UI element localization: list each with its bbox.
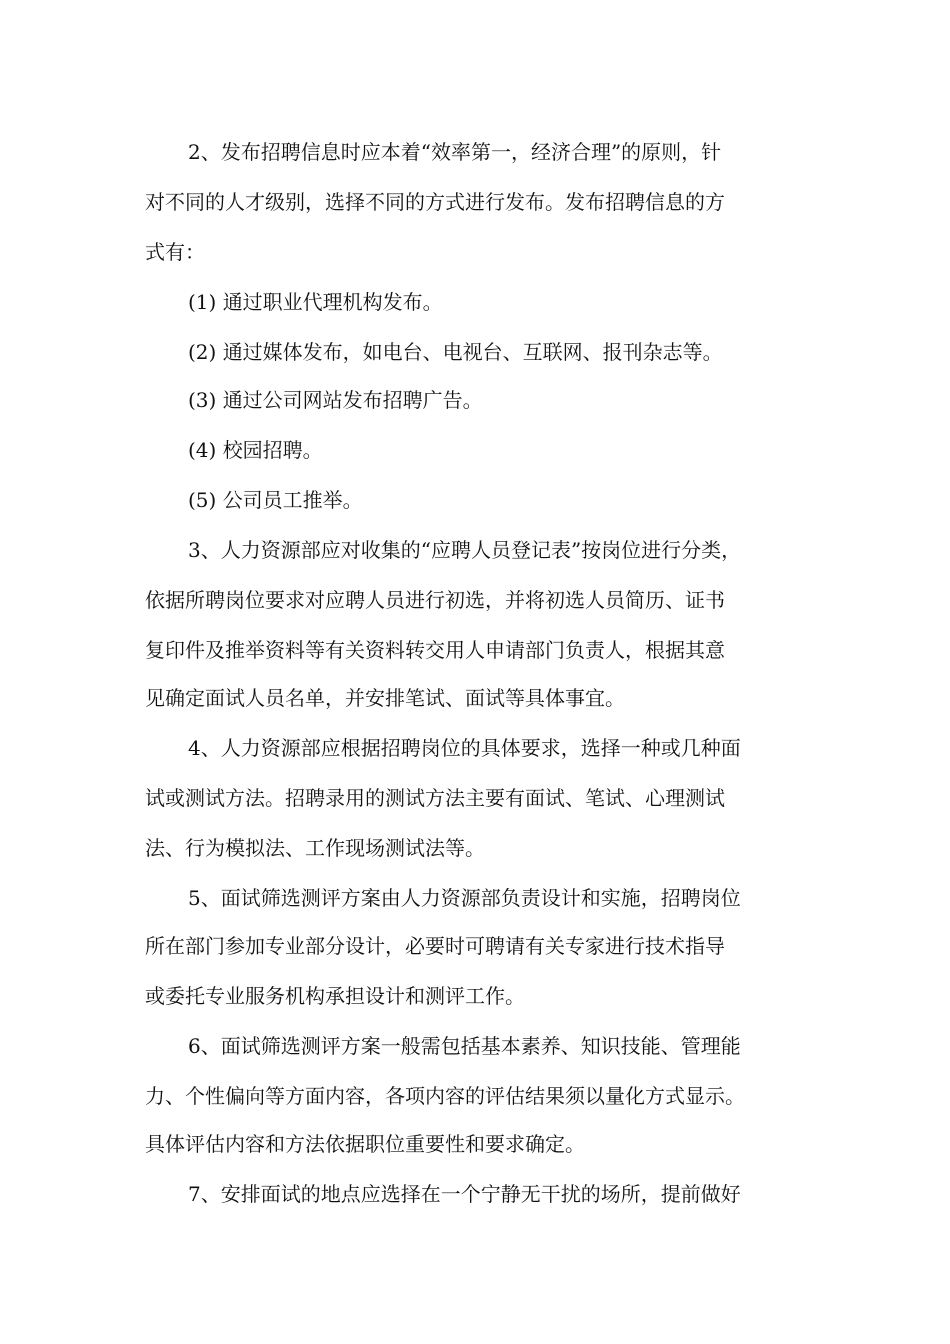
text-line: 对不同的人才级别，选择不同的方式进行发布。发布招聘信息的方 (145, 190, 725, 214)
list-item: (2) 通过媒体发布，如电台、电视台、互联网、报刊杂志等。 (188, 340, 723, 364)
text-line: 或委托专业服务机构承担设计和测评工作。 (145, 984, 525, 1008)
text-line: 力、个性偏向等方面内容，各项内容的评估结果须以量化方式显示。 (145, 1084, 745, 1108)
text-line: 式有： (145, 240, 205, 264)
text-line: 6、面试筛选测评方案一般需包括基本素养、知识技能、管理能 (188, 1034, 741, 1058)
text-line: 2、发布招聘信息时应本着“效率第一，经济合理”的原则，针 (188, 140, 722, 164)
text-line: 依据所聘岗位要求对应聘人员进行初选，并将初选人员简历、证书 (145, 588, 725, 612)
text-line: 复印件及推举资料等有关资料转交用人申请部门负责人，根据其意 (145, 638, 725, 662)
text-line: 具体评估内容和方法依据职位重要性和要求确定。 (145, 1132, 585, 1156)
text-line: 7、安排面试的地点应选择在一个宁静无干扰的场所，提前做好 (188, 1182, 741, 1206)
text-line: 3、人力资源部应对收集的“应聘人员登记表”按岗位进行分类， (188, 538, 742, 562)
text-line: 见确定面试人员名单，并安排笔试、面试等具体事宜。 (145, 686, 625, 710)
list-item: (3) 通过公司网站发布招聘广告。 (188, 388, 483, 412)
text-line: 5、面试筛选测评方案由人力资源部负责设计和实施，招聘岗位 (188, 886, 741, 910)
text-line: 4、人力资源部应根据招聘岗位的具体要求，选择一种或几种面 (188, 736, 741, 760)
text-line: 所在部门参加专业部分设计，必要时可聘请有关专家进行技术指导 (145, 934, 725, 958)
list-item: (1) 通过职业代理机构发布。 (188, 290, 443, 314)
text-line: 法、行为模拟法、工作现场测试法等。 (145, 836, 485, 860)
text-line: 试或测试方法。招聘录用的测试方法主要有面试、笔试、心理测试 (145, 786, 725, 810)
list-item: (4) 校园招聘。 (188, 438, 323, 462)
list-item: (5) 公司员工推举。 (188, 488, 363, 512)
